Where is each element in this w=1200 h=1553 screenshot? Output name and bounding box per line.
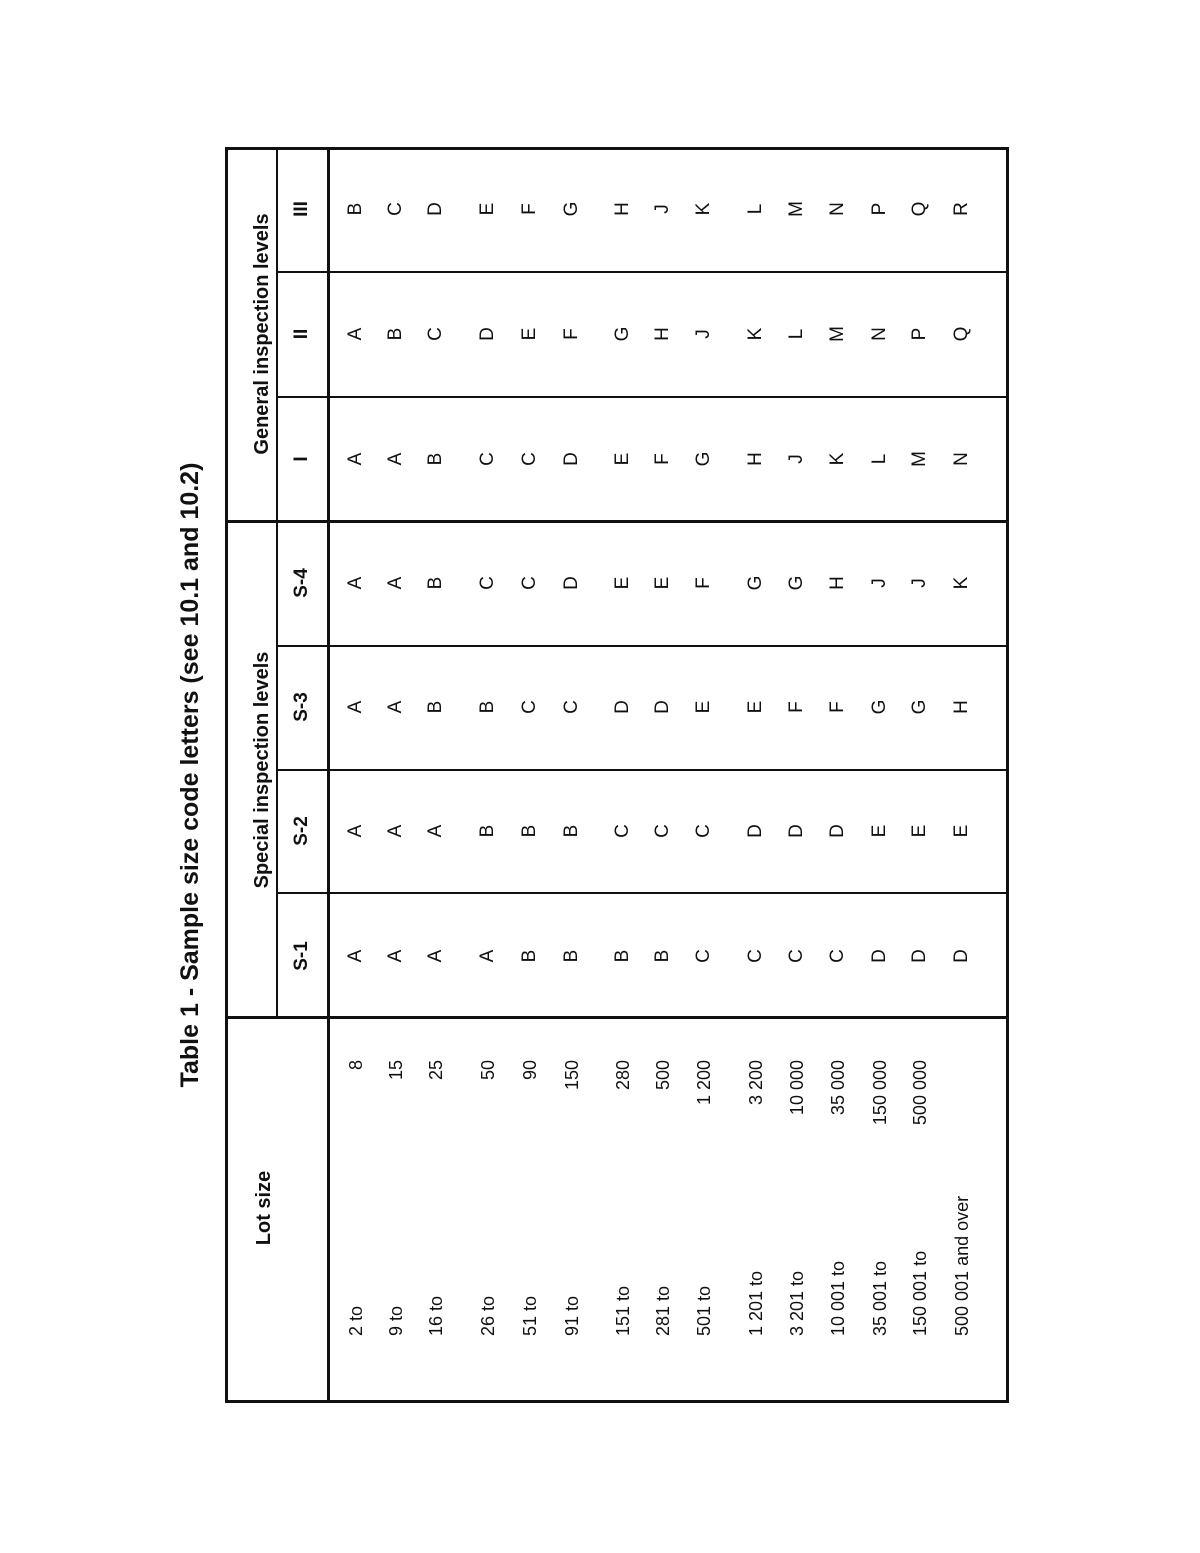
code-letter-cell: B [652, 949, 673, 963]
code-letter-cell: C [693, 824, 714, 838]
code-letter-cell: D [786, 824, 807, 838]
code-letter-cell: E [652, 576, 673, 590]
code-letter-cell: Q [951, 326, 972, 342]
code-letter-cell: A [385, 949, 406, 963]
code-letter-cell: P [909, 327, 930, 341]
lot-size-from: 1 201 to [746, 1270, 766, 1336]
code-letter-cell: B [519, 824, 540, 838]
code-letter-cell: B [561, 824, 582, 838]
code-letter-cell: G [693, 451, 714, 467]
code-letter-cell: K [827, 452, 848, 466]
lot-size-to: 150 000 [870, 1060, 890, 1126]
lot-size-from: 9 to [386, 1305, 406, 1336]
code-letter-cell: D [561, 576, 582, 590]
code-letter-cell: E [693, 700, 714, 714]
code-letter-cell: G [909, 699, 930, 715]
code-letter-cell: L [745, 203, 766, 215]
lot-size-header: Lot size [253, 1170, 275, 1246]
column-divider [276, 892, 1009, 894]
code-letter-cell: K [693, 202, 714, 216]
code-letter-cell: D [425, 202, 446, 216]
lot-size-from: 150 001 to [910, 1250, 930, 1336]
lot-size-to: 50 [478, 1060, 498, 1081]
code-letter-cell: G [612, 326, 633, 342]
code-letter-cell: E [909, 824, 930, 838]
lot-size-to: 15 [386, 1060, 406, 1081]
lot-size-divider [225, 1016, 1009, 1019]
code-letter-cell: J [693, 329, 714, 339]
lot-size-from: 501 to [694, 1285, 714, 1336]
code-letter-cell: B [519, 949, 540, 963]
lot-size-to: 25 [426, 1060, 446, 1081]
code-letter-cell: D [561, 452, 582, 466]
col-header-s3: S-3 [291, 692, 312, 722]
code-letter-cell: L [869, 453, 890, 465]
code-letter-cell: E [519, 327, 540, 341]
code-letter-cell: B [477, 700, 498, 714]
code-letter-cell: C [693, 949, 714, 963]
code-letter-cell: M [827, 326, 848, 342]
code-letter-cell: A [345, 700, 366, 714]
col-header-gen1: I [291, 456, 312, 462]
code-letter-cell: E [869, 824, 890, 838]
col-header-s1: S-1 [291, 941, 312, 971]
code-letter-cell: E [612, 576, 633, 590]
column-divider [276, 645, 1009, 647]
code-letter-cell: F [786, 701, 807, 713]
code-letter-cell: D [827, 824, 848, 838]
col-header-s4: S-4 [291, 568, 312, 598]
code-letter-cell: F [693, 577, 714, 589]
table-title: Table 1 - Sample size code letters (see 10.1 and 10.2) [176, 462, 204, 1088]
column-divider [276, 769, 1009, 771]
code-letter-cell: E [477, 202, 498, 216]
code-letter-cell: J [869, 578, 890, 588]
lot-size-from: 10 001 to [828, 1260, 848, 1336]
code-letter-cell: D [612, 700, 633, 714]
lot-size-from: 3 201 to [787, 1270, 807, 1336]
code-letter-cell: C [827, 949, 848, 963]
code-letter-cell: A [385, 576, 406, 590]
lot-size-to: 90 [520, 1060, 540, 1081]
code-letter-cell: F [652, 453, 673, 465]
lot-size-from: 35 001 to [870, 1260, 890, 1336]
lot-size-to: 500 [653, 1060, 673, 1091]
code-letter-cell: P [869, 202, 890, 216]
col-header-gen2: II [291, 328, 312, 340]
code-letter-cell: D [745, 824, 766, 838]
code-letter-cell: A [345, 327, 366, 341]
code-letter-cell: C [519, 452, 540, 466]
code-letter-cell: D [652, 700, 673, 714]
column-divider [276, 396, 1009, 398]
code-letter-cell: J [652, 204, 673, 214]
code-letter-cell: B [425, 452, 446, 466]
code-letter-cell: C [519, 700, 540, 714]
code-letter-cell: F [561, 328, 582, 340]
code-letter-cell: A [385, 824, 406, 838]
code-letter-cell: E [951, 824, 972, 838]
code-letter-cell: D [909, 949, 930, 963]
code-letter-cell: B [561, 949, 582, 963]
code-letter-cell: C [745, 949, 766, 963]
column-divider [276, 271, 1009, 273]
lot-size-to: 3 200 [746, 1060, 766, 1106]
code-letter-cell: B [612, 949, 633, 963]
code-letter-cell: A [385, 452, 406, 466]
lot-size-to: 280 [613, 1060, 633, 1091]
lot-size-from: 91 to [562, 1295, 582, 1336]
code-letter-cell: L [786, 328, 807, 340]
col-header-s2: S-2 [291, 816, 312, 846]
code-letter-cell: C [477, 452, 498, 466]
code-letter-cell: B [477, 824, 498, 838]
lot-size-to: 35 000 [828, 1060, 848, 1116]
code-letter-cell: F [519, 203, 540, 215]
code-letter-cell: C [425, 327, 446, 341]
special-levels-header: Special inspection levels [251, 651, 273, 889]
lot-size-from: 281 to [653, 1285, 673, 1336]
code-letter-cell: J [786, 454, 807, 464]
code-letter-cell: H [745, 452, 766, 466]
code-letter-cell: M [786, 201, 807, 217]
lot-size-from: 2 to [346, 1305, 366, 1336]
code-letter-cell: H [827, 576, 848, 590]
code-letter-cell: N [827, 202, 848, 216]
lot-size-from: 51 to [520, 1295, 540, 1336]
code-letter-cell: A [345, 824, 366, 838]
code-letter-cell: H [951, 700, 972, 714]
code-letter-cell: C [385, 202, 406, 216]
code-letter-cell: B [385, 327, 406, 341]
code-letter-cell: B [425, 576, 446, 590]
code-letter-cell: B [425, 700, 446, 714]
lot-size-to: 500 000 [910, 1060, 930, 1126]
code-letter-cell: M [909, 451, 930, 467]
lot-size-from: 500 001 and over [952, 1195, 972, 1336]
lot-size-from: 16 to [426, 1295, 446, 1336]
code-letter-cell: D [951, 949, 972, 963]
code-letter-cell: G [869, 699, 890, 715]
code-letter-cell: C [477, 576, 498, 590]
code-letter-cell: K [745, 327, 766, 341]
code-letter-cell: G [745, 575, 766, 591]
code-letter-cell: A [345, 576, 366, 590]
code-letter-cell: D [869, 949, 890, 963]
code-letter-cell: A [477, 949, 498, 963]
code-letter-cell: R [951, 202, 972, 216]
lot-size-from: 26 to [478, 1295, 498, 1336]
code-letter-cell: D [477, 327, 498, 341]
header-bottom-line [327, 147, 330, 1403]
lot-size-to: 8 [346, 1060, 366, 1071]
code-letter-cell: G [786, 575, 807, 591]
special-general-divider [225, 520, 1009, 523]
code-letter-cell: Q [909, 201, 930, 217]
code-letter-cell: E [612, 452, 633, 466]
code-letter-cell: A [345, 949, 366, 963]
code-letter-cell: C [786, 949, 807, 963]
code-letter-cell: C [612, 824, 633, 838]
code-letter-cell: C [652, 824, 673, 838]
code-letter-cell: A [385, 700, 406, 714]
code-letter-cell: N [869, 327, 890, 341]
lot-size-to: 150 [562, 1060, 582, 1091]
lot-size-to: 1 200 [694, 1060, 714, 1106]
code-letter-cell: G [561, 201, 582, 217]
lot-size-from: 151 to [613, 1285, 633, 1336]
code-letter-cell: N [951, 452, 972, 466]
code-letter-cell: A [425, 824, 446, 838]
code-letter-cell: K [951, 576, 972, 590]
lot-size-to: 10 000 [787, 1060, 807, 1116]
code-letter-cell: J [909, 578, 930, 588]
code-letter-cell: H [612, 202, 633, 216]
code-letter-cell: A [425, 949, 446, 963]
code-letter-cell: A [345, 452, 366, 466]
code-letter-cell: C [519, 576, 540, 590]
code-letter-cell: F [827, 701, 848, 713]
code-letter-cell: B [345, 202, 366, 216]
code-letter-cell: C [561, 700, 582, 714]
col-header-gen3: III [291, 201, 312, 217]
general-levels-header: General inspection levels [251, 213, 273, 455]
code-letter-cell: H [652, 327, 673, 341]
code-letter-cell: E [745, 700, 766, 714]
